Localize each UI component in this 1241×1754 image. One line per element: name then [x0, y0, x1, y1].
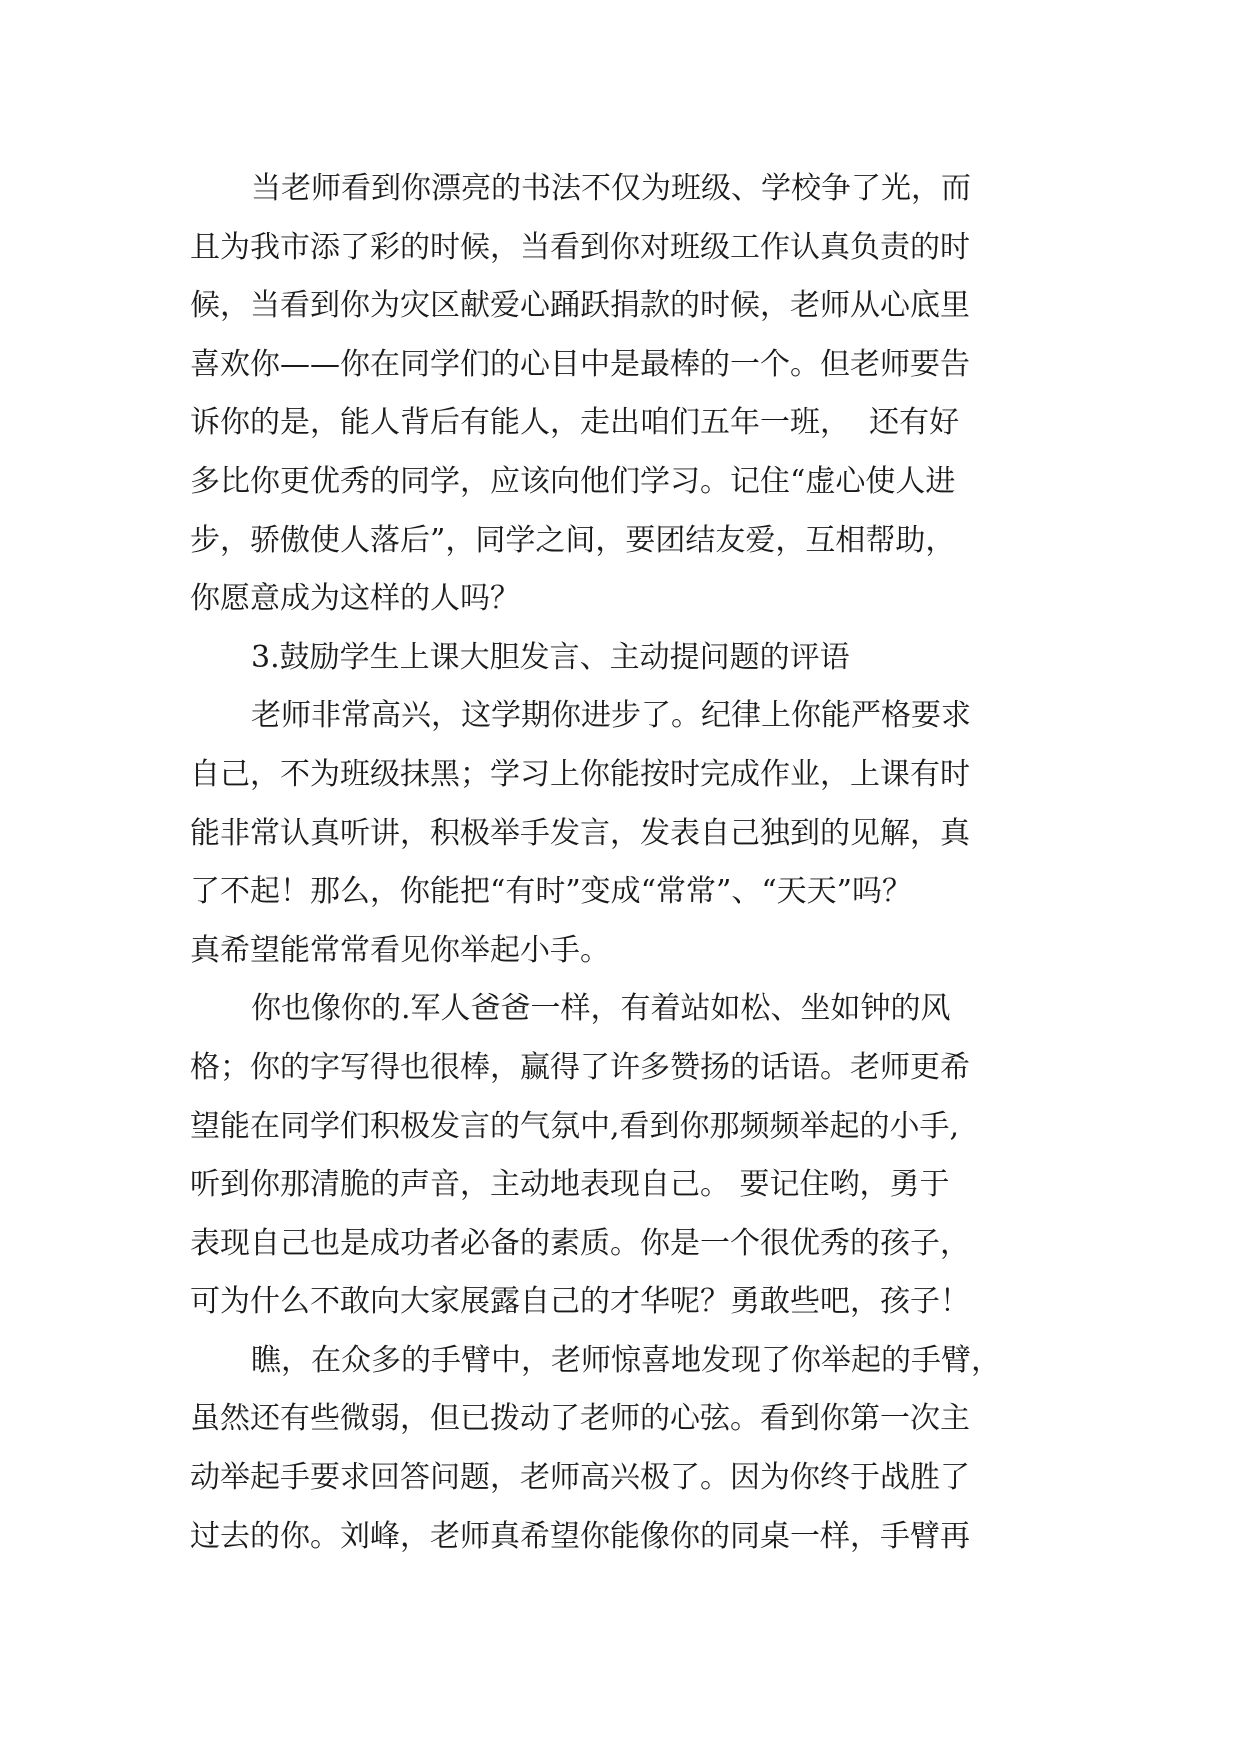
text-line: 过去的你。刘峰，老师真希望你能像你的同桌一样，手臂再 [190, 1518, 970, 1554]
text-line: 真希望能常常看见你举起小手。 [190, 932, 610, 968]
text-line: 老师非常高兴，这学期你进步了。纪律上你能严格要求 [251, 698, 971, 734]
text-line: 了不起！那么，你能把“有时”变成“常常”、“天天”吗？ [190, 874, 913, 910]
section-heading: 3.鼓励学生上课大胆发言、主动提问题的评语 [251, 639, 850, 675]
text-line: 诉你的是，能人背后有能人，走出咱们五年一班， 还有好 [190, 405, 960, 441]
text-line: 能非常认真听讲，积极举手发言，发表自己独到的见解，真 [190, 815, 970, 851]
text-line: 瞧，在众多的手臂中，老师惊喜地发现了你举起的手臂， [251, 1342, 1001, 1378]
text-line: 当老师看到你漂亮的书法不仅为班级、学校争了光，而 [251, 171, 971, 206]
text-line: 可为什么不敢向大家展露自己的才华呢？勇敢些吧，孩子！ [190, 1284, 970, 1320]
text-line: 步，骄傲使人落后”，同学之间，要团结友爱，互相帮助， [190, 522, 956, 558]
text-line: 候，当看到你为灾区献爱心踊跃捐款的时候，老师从心底里 [190, 288, 970, 324]
text-line: 你也像你的.军人爸爸一样，有着站如松、坐如钟的风 [251, 991, 951, 1027]
text-line: 听到你那清脆的声音，主动地表现自己。 要记住哟，勇于 [190, 1167, 950, 1203]
text-line: 望能在同学们积极发言的气氛中,看到你那频频举起的小手, [190, 1108, 960, 1144]
text-line: 自己，不为班级抹黑；学习上你能按时完成作业，上课有时 [190, 756, 970, 792]
text-line: 多比你更优秀的同学，应该向他们学习。记住“虚心使人进 [190, 463, 956, 499]
text-line: 格；你的字写得也很棒，赢得了许多赞扬的话语。老师更希 [190, 1049, 970, 1085]
text-line: 喜欢你——你在同学们的心目中是最棒的一个。但老师要告 [190, 346, 970, 382]
document-body [190, 160, 1070, 1566]
text-line: 虽然还有些微弱，但已拨动了老师的心弦。看到你第一次主 [190, 1401, 970, 1437]
text-line: 动举起手要求回答问题，老师高兴极了。因为你终于战胜了 [190, 1460, 970, 1496]
text-line: 且为我市添了彩的时候，当看到你对班级工作认真负责的时 [190, 229, 970, 265]
text-line: 表现自己也是成功者必备的素质。你是一个很优秀的孩子， [190, 1225, 970, 1261]
text-line: 你愿意成为这样的人吗？ [190, 581, 520, 617]
